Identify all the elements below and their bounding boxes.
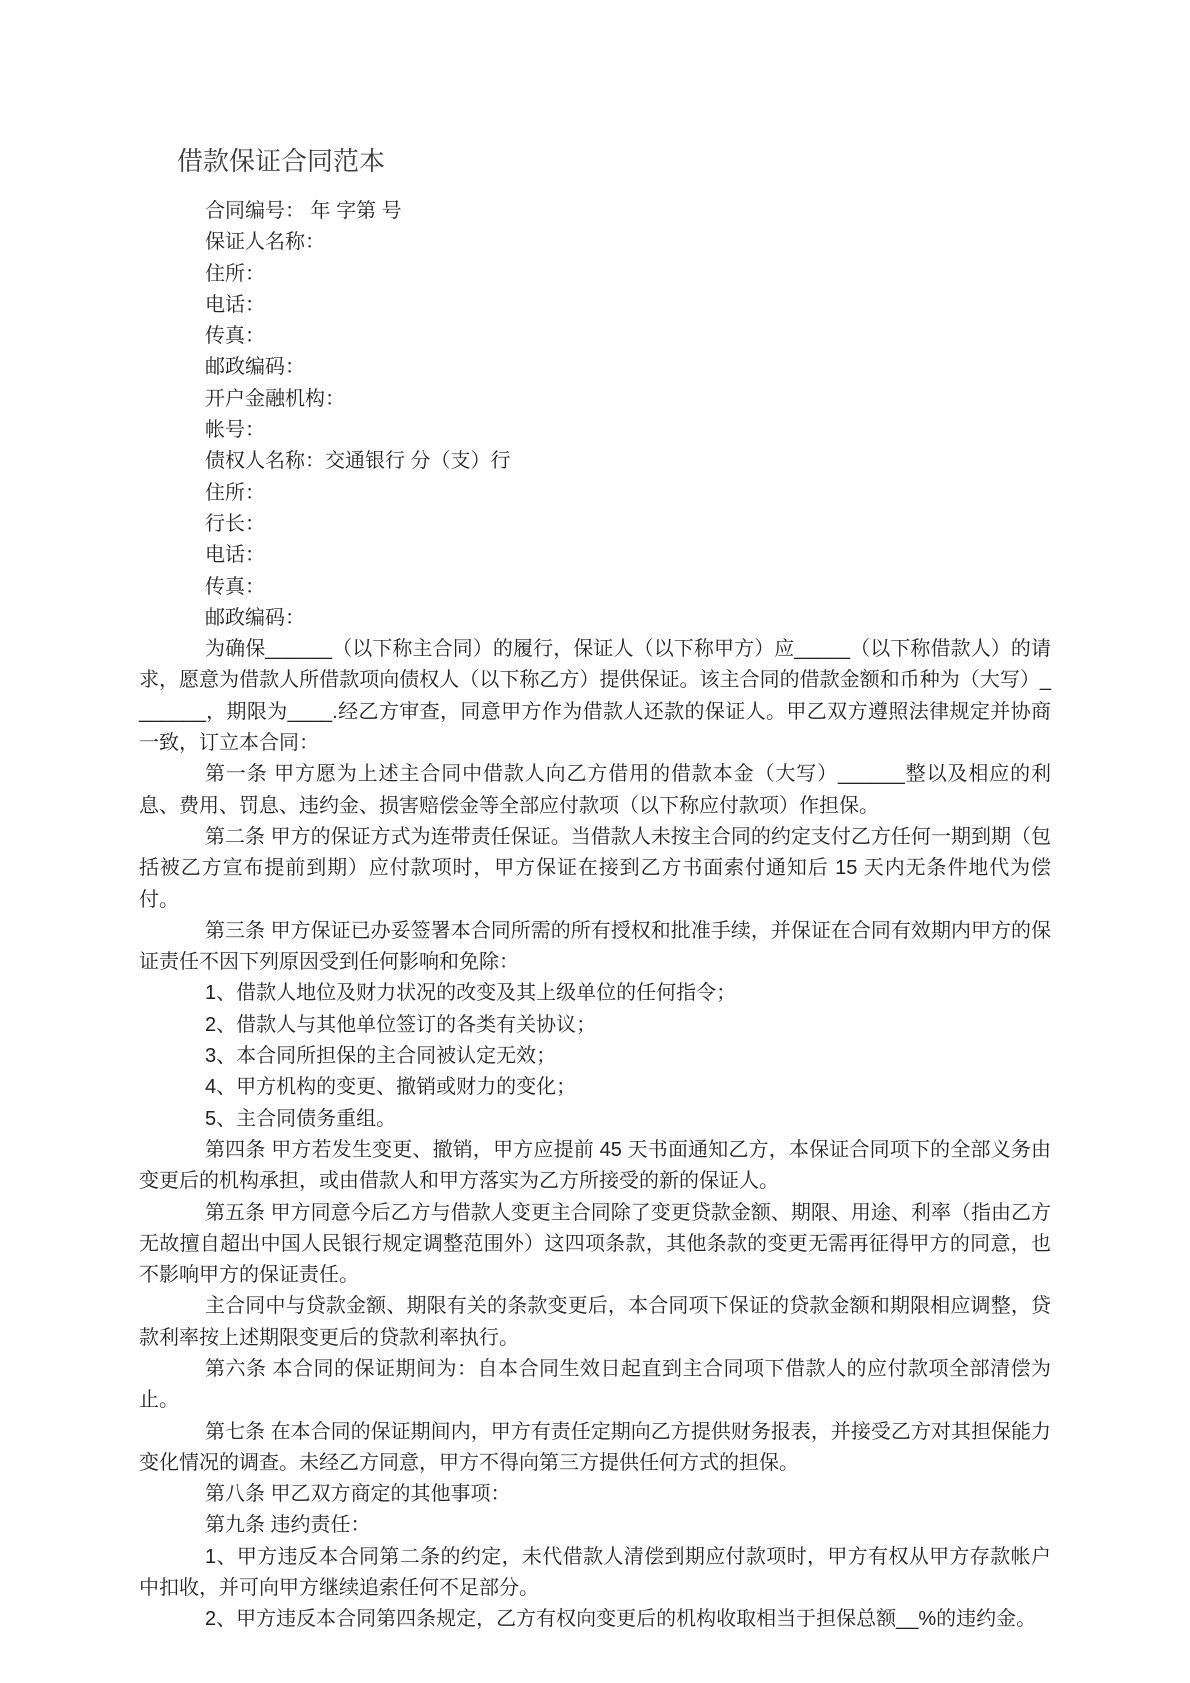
contract-paragraph: 第三条 甲方保证已办妥签署本合同所需的所有授权和批准手续，并保证在合同有效期内甲方的保证责任不因下列原因受到任何影响和免除： bbox=[139, 919, 1051, 974]
contract-paragraph: 第八条 甲乙双方商定的其他事项： bbox=[205, 1483, 511, 1506]
contract-paragraph: 保证人名称： bbox=[205, 231, 325, 254]
contract-paragraph: 2、借款人与其他单位签订的各类有关协议； bbox=[205, 1013, 597, 1036]
contract-paragraph: 邮政编码： bbox=[205, 356, 305, 379]
contract-paragraph: 电话： bbox=[205, 544, 265, 567]
contract-paragraph: 行长： bbox=[205, 512, 265, 535]
contract-paragraph: 2、甲方违反本合同第四条规定，乙方有权向变更后的机构收取相当于担保总额__%的违约金。 bbox=[205, 1608, 1037, 1631]
contract-paragraph: 1、甲方违反本合同第二条的约定，未代借款人清偿到期应付款项时，甲方有权从甲方存款帐户中扣收，并可向甲方继续追索任何不足部分。 bbox=[139, 1545, 1051, 1600]
contract-paragraph: 帐号： bbox=[205, 419, 265, 442]
contract-paragraph: 合同编号： 年 字第 号 bbox=[205, 200, 402, 222]
contract-paragraph: 传真： bbox=[205, 575, 265, 598]
contract-paragraph: 1、借款人地位及财力状况的改变及其上级单位的任何指令； bbox=[205, 982, 737, 1005]
document-title: 借款保证合同范本 bbox=[177, 147, 386, 176]
contract-paragraph: 第九条 违约责任： bbox=[205, 1514, 371, 1537]
contract-paragraph: 第六条 本合同的保证期间为：自本合同生效日起直到主合同项下借款人的应付款项全部清偿为止。 bbox=[139, 1357, 1051, 1412]
contract-paragraph: 住所： bbox=[205, 262, 265, 285]
contract-paragraph: 开户金融机构： bbox=[205, 387, 345, 410]
contract-paragraph: 3、本合同所担保的主合同被认定无效； bbox=[205, 1045, 557, 1068]
contract-paragraph: 第一条 甲方愿为上述主合同中借款人向乙方借用的借款本金（大写）______整以及相应的利息、费用、罚息、违约金、损害赔偿金等全部应付款项（以下称应付款项）作担保。 bbox=[139, 763, 1051, 817]
contract-paragraph: 第四条 甲方若发生变更、撤销，甲方应提前 45 天书面通知乙方，本保证合同项下的全部义务由变更后的机构承担，或由借款人和甲方落实为乙方所接受的新的保证人。 bbox=[139, 1138, 1051, 1193]
contract-paragraph: 邮政编码： bbox=[205, 606, 305, 629]
contract-paragraph: 5、主合同债务重组。 bbox=[205, 1107, 397, 1130]
contract-paragraph: 第五条 甲方同意今后乙方与借款人变更主合同除了变更贷款金额、期限、用途、利率（指由乙方无故擅自超出中国人民银行规定调整范围外）这四项条款，其他条款的变更无需再征得甲方的同意，也不影响甲方的保证责任。 bbox=[139, 1201, 1051, 1287]
contract-paragraph: 主合同中与贷款金额、期限有关的条款变更后，本合同项下保证的贷款金额和期限相应调整，贷款利率按上述期限变更后的贷款利率执行。 bbox=[139, 1295, 1051, 1349]
contract-paragraph: 电话： bbox=[205, 293, 265, 316]
contract-paragraph: 第二条 甲方的保证方式为连带责任保证。当借款人未按主合同的约定支付乙方任何一期到期（包括被乙方宣布提前到期）应付款项时，甲方保证在接到乙方书面索付通知后 15 天内无条件地代为偿付。 bbox=[139, 825, 1051, 911]
document-body bbox=[139, 196, 1051, 1636]
contract-paragraph: 第七条 在本合同的保证期间内，甲方有责任定期向乙方提供财务报表，并接受乙方对其担保能力变化情况的调查。未经乙方同意，甲方不得向第三方提供任何方式的担保。 bbox=[139, 1420, 1051, 1474]
contract-paragraph: 传真： bbox=[205, 325, 265, 348]
contract-paragraph: 4、甲方机构的变更、撤销或财力的变化； bbox=[205, 1076, 577, 1099]
contract-paragraph: 为确保______（以下称主合同）的履行，保证人（以下称甲方）应_____（以下称借款人）的请求，愿意为借款人所借款项向债权人（以下称乙方）提供保证。该主合同的借款金额和币种为（大写）_______，期限为____.经乙方审查，同意甲方作为借款人还款的保证人。甲乙双方遵照法律规定并协商一致，订立本合同： bbox=[139, 638, 1051, 755]
contract-paragraph: 债权人名称：交通银行 分（支）行 bbox=[205, 450, 511, 473]
contract-paragraph: 住所： bbox=[205, 481, 265, 504]
